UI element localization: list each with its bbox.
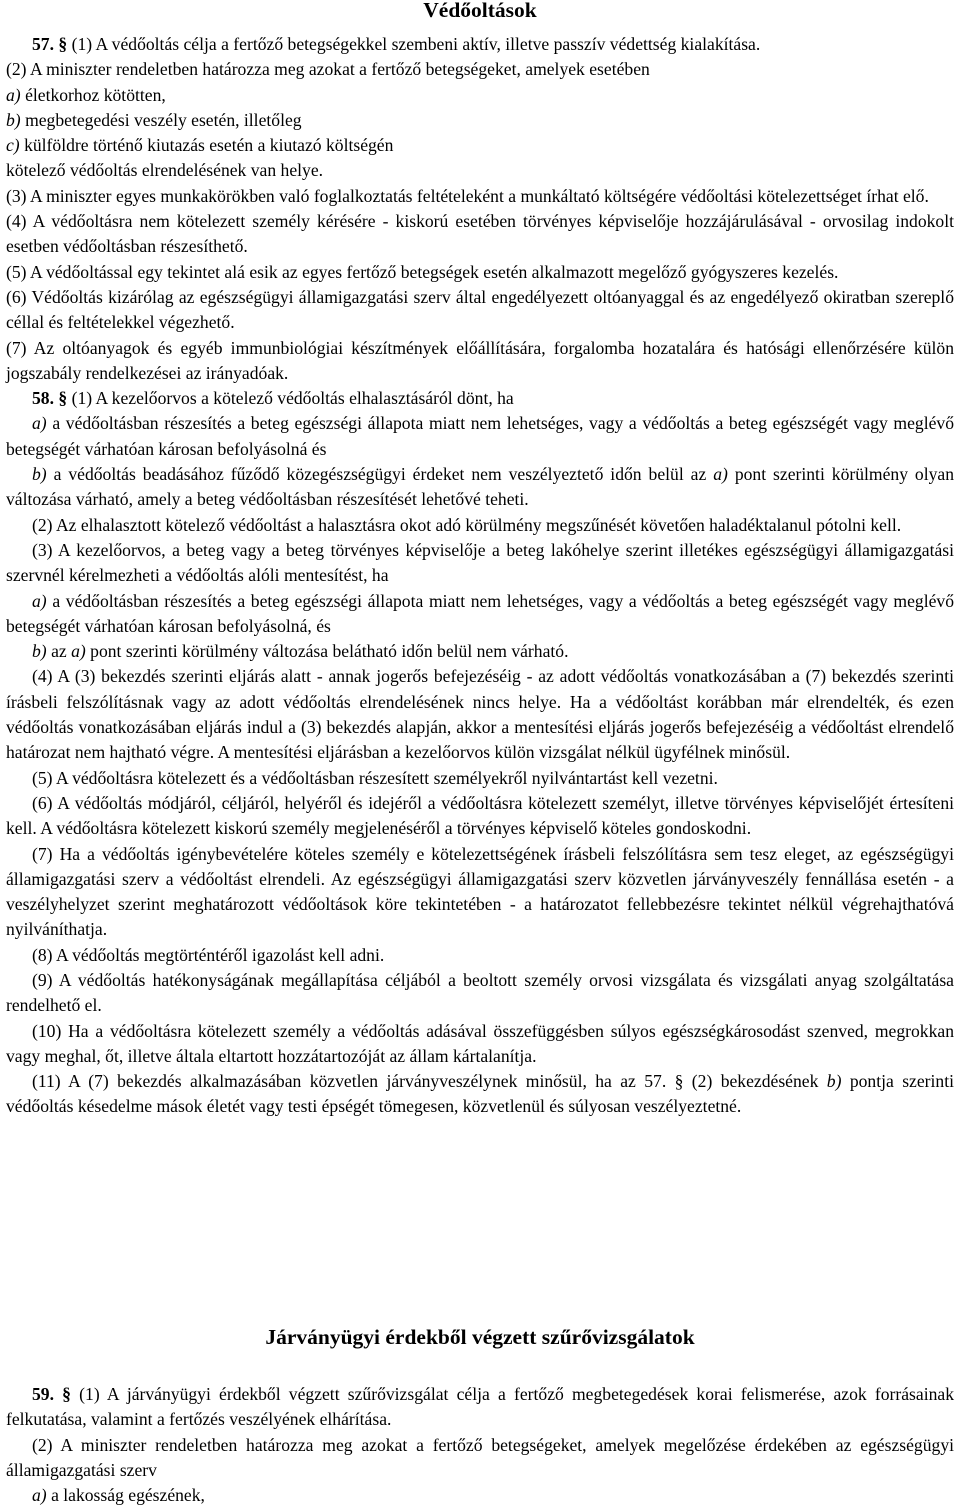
page-title: Védőoltások — [423, 0, 537, 22]
paragraph-58-2: (2) Az elhalasztott kötelező védőoltást a halasztásra okot adó körülmény megszűnését követően haladéktalanul pótolni kell. — [32, 514, 902, 535]
paragraph-58-6: (6) A védőoltás módjáról, céljáról, helyéről és idejéről a védőoltásra kötelezett személyt, illetve törvényes képviselőjét értesíteni kell. A védőoltásra kötelezett kiskorú személy megjelenéséről a törvényes képviselő köteles gondoskodni. — [6, 792, 954, 839]
paragraph-58-5: (5) A védőoltásra kötelezett és a védőoltásban részesített személyekről nyilvántartást kell vezetni. — [32, 767, 718, 788]
paragraph-58-11: (11) A (7) bekezdés alkalmazásában közvetlen járványveszélynek minősül, ha az 57. § (2) bekezdésének b) pontja szerinti védőoltás késedelme mások életét vagy testi épségét tömegesen, közvetlenül és súlyosan veszélyeztetné. — [6, 1071, 954, 1117]
paragraph-57-4: (4) A védőoltásra nem kötelezett személy kérésére - kiskorú esetében törvényes képviselője hozzájárulásával - orvosilag indokolt esetben védőoltásban részesíthető. — [6, 211, 954, 257]
point-58-1-b: b) a védőoltás beadásához fűződő közegészségügyi érdeket nem veszélyeztető időn belül az a) pont szerinti körülmény olyan változása várható, amely a beteg védőoltásban részesítését lehetővé teheti. — [6, 464, 955, 510]
paragraph-57-3: (3) A miniszter egyes munkakörökben való foglalkoztatás feltételeként a munkáltató költségére védőoltási kötelezettséget írhat elő. — [6, 185, 929, 206]
paragraph-58-10: (10) Ha a védőoltásra kötelezett személy a védőoltás adásával összefüggésben súlyos egészségkárosodást szenved, megrokkan vagy meghal, őt, illetve általa eltartott hozzátartozóját az állam kártalanítja. — [6, 1020, 954, 1066]
point-58-3-a: a) a védőoltásban részesítés a beteg egészségi állapota miatt nem lehetséges, vagy a védőoltás a beteg egészségét vagy meglévő betegségét várhatóan károsan befolyásolná, és — [6, 590, 954, 636]
paragraph-57-2: (2) A miniszter rendeletben határozza meg azokat a fertőző betegségeket, amelyek esetében — [6, 59, 650, 80]
paragraph-59-1: 59. § (1) A járványügyi érdekből végzett szűrővizsgálat célja a fertőző megbetegedések korai felismerése, azok forrásainak felkutatása, valamint a fertőzés veszélyének elhárítása. — [6, 1384, 954, 1430]
section-heading: Járványügyi érdekből végzett szűrővizsgálatok — [265, 1325, 695, 1349]
section-number-59: 59. § — [32, 1384, 71, 1404]
section-number-57: 57. § — [32, 34, 68, 54]
point-58-1-a: a) a védőoltásban részesítés a beteg egészségi állapota miatt nem lehetséges, vagy a védőoltás a beteg egészségét vagy meglévő betegségét várhatóan károsan befolyásolná és — [6, 413, 954, 459]
paragraph-58-4: (4) A (3) bekezdés szerinti eljárás alatt - annak jogerős befejezéséig - az adott védőoltás vonatkozásában a (7) bekezdés szerinti írásbeli felszólításnak vagy az adott védőoltás elrendelésének nincs helye. Ha a védőoltást korábban már elrendelték, és ezen védőoltás vonatkozásában eljárás indul a (3) bekezdés alapján, akkor a mentesítési eljárás jogerős befejezéséig a védőoltást elrendelő határozat nem hajtható végre. A mentesítési eljárásban a kezelőorvos külön vizsgálat nélkül ügyfélnek minősül. — [6, 666, 954, 763]
point-58-3-b: b) az a) pont szerinti körülmény változása belátható időn belül nem várható. — [32, 641, 569, 662]
section-59 — [6, 1382, 954, 1508]
paragraph-57-6: (6) Védőoltás kizárólag az egészségügyi államigazgatási szerv által engedélyezett oltóanyaggal és az engedélyező okiratban szereplő céllal és feltételekkel végezhető. — [6, 286, 954, 333]
paragraph-57-7: (7) Az oltóanyagok és egyéb immunbiológiai készítmények előállítására, forgalomba hozatalára és hatósági ellenőrzésére külön jogszabály rendelkezései az irányadóak. — [6, 337, 954, 383]
point-57-2-b: b) megbetegedési veszély esetén, illetőleg — [6, 109, 302, 130]
section-number-58: 58. § — [32, 388, 68, 409]
paragraph-57-1: 57. § (1) A védőoltás célja a fertőző betegségekkel szembeni aktív, illetve passzív védettség kialakítása. — [32, 34, 761, 54]
paragraph-57-2-end: kötelező védőoltás elrendelésének van helye. — [6, 160, 324, 181]
point-57-2-a: a) életkorhoz kötötten, — [6, 84, 166, 105]
paragraph-58-9: (9) A védőoltás hatékonyságának megállapítása céljából a beoltott személy orvosi vizsgálata és vizsgálati anyag szolgáltatása rendelhető el. — [6, 969, 954, 1016]
paragraph-58-1: 58. § (1) A kezelőorvos a kötelező védőoltás elhalasztásáról dönt, ha — [32, 388, 514, 409]
paragraph-58-8: (8) A védőoltás megtörténtéről igazolást kell adni. — [32, 944, 385, 965]
paragraph-59-2: (2) A miniszter rendeletben határozza meg azokat a fertőző betegségeket, amelyek megelőzése érdekében az egészségügyi államigazgatási szerv — [6, 1434, 954, 1480]
point-57-2-c: c) külföldre történő kiutazás esetén a kiutazó költségén — [6, 135, 394, 156]
paragraph-57-5: (5) A védőoltással egy tekintet alá esik az egyes fertőző betegségek esetén alkalmazott megelőző gyógyszeres kezelés. — [6, 261, 839, 282]
paragraph-58-3: (3) A kezelőorvos, a beteg vagy a beteg törvényes képviselője a beteg lakóhelye szerint illetékes egészségügyi államigazgatási szervnél kérelmezheti a védőoltás alóli mentesítést, ha — [6, 539, 954, 586]
paragraph-58-7: (7) Ha a védőoltás igénybevételére köteles személy e kötelezettségének írásbeli felszólításra sem tesz eleget, az egészségügyi államigazgatási szerv a védőoltást elrendeli. Az egészségügyi államigazgatási szerv közvetlen járványveszély fennállása esetén - a veszélyhelyzet szerint meghatározott védőoltások köre tekintetében - a határozatot fellebbezésre tekintet nélkül végrehajthatóvá nyilváníthatja. — [6, 843, 954, 940]
point-59-2-a: a) a lakosság egészének, — [32, 1485, 205, 1506]
